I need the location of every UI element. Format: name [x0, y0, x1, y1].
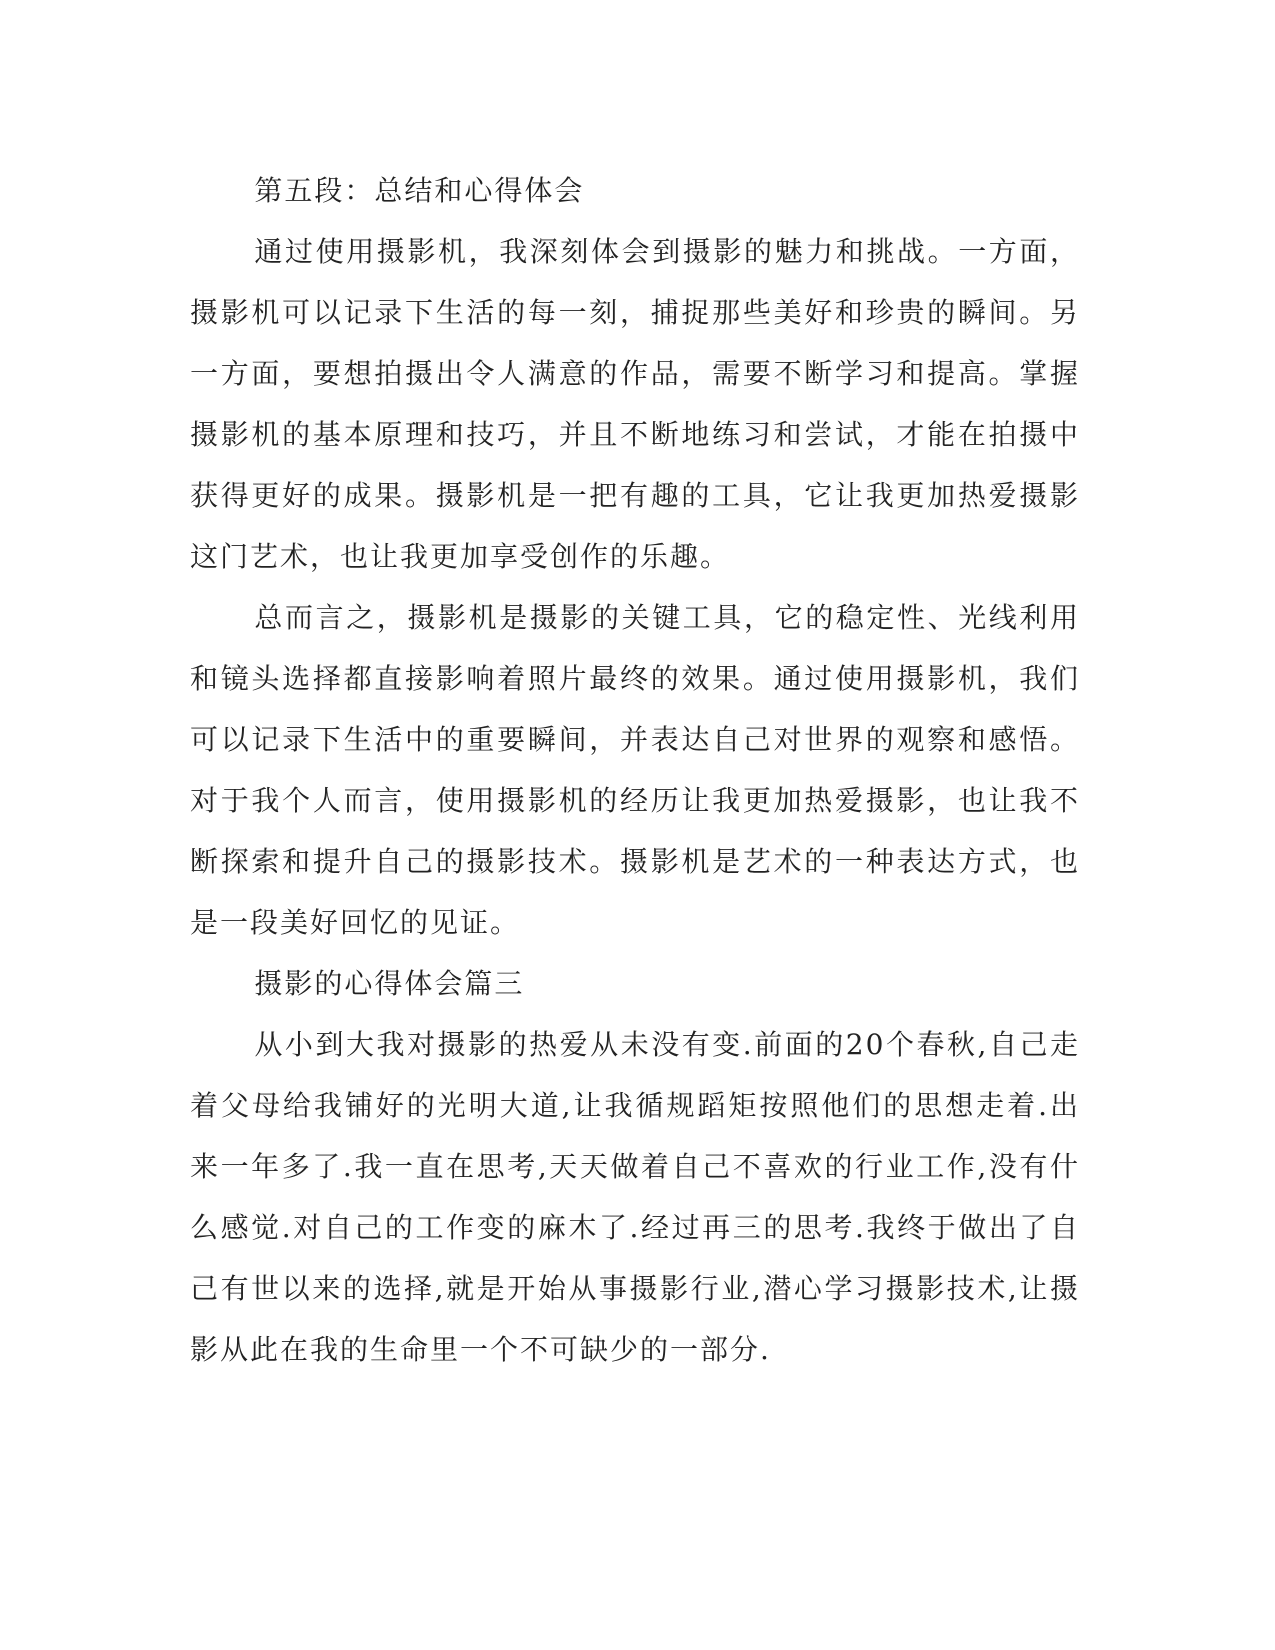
section-heading: 第五段：总结和心得体会 [254, 174, 585, 207]
paragraph: 通过使用摄影机，我深刻体会到摄影的魅力和挑战。一方面，摄影机可以记录下生活的每一刻，捕捉那些美好和珍贵的瞬间。另一方面，要想拍摄出令人满意的作品，需要不断学习和提高。掌握摄影机的基本原理和技巧，并且不断地练习和尝试，才能在拍摄中获得更好的成果。摄影机是一把有趣的工具，它让我更加热爱摄影这门艺术，也让我更加享受创作的乐趣。 [190, 235, 1080, 573]
paragraph: 总而言之，摄影机是摄影的关键工具，它的稳定性、光线利用和镜头选择都直接影响着照片最终的效果。通过使用摄影机，我们可以记录下生活中的重要瞬间，并表达自己对世界的观察和感悟。对于我个人而言，使用摄影机的经历让我更加热爱摄影，也让我不断探索和提升自己的摄影技术。摄影机是艺术的一种表达方式，也是一段美好回忆的见证。 [190, 601, 1080, 939]
section-heading: 摄影的心得体会篇三 [254, 967, 525, 1000]
paragraph: 从小到大我对摄影的热爱从未没有变.前面的20个春秋,自己走着父母给我铺好的光明大道,让我循规蹈矩按照他们的思想走着.出来一年多了.我一直在思考,天天做着自己不喜欢的行业工作,没有什么感觉.对自己的工作变的麻木了.经过再三的思考.我终于做出了自己有世以来的选择,就是开始从事摄影行业,潜心学习摄影技术,让摄影从此在我的生命里一个不可缺少的一部分. [190, 1028, 1080, 1366]
document-body [190, 160, 1080, 1380]
